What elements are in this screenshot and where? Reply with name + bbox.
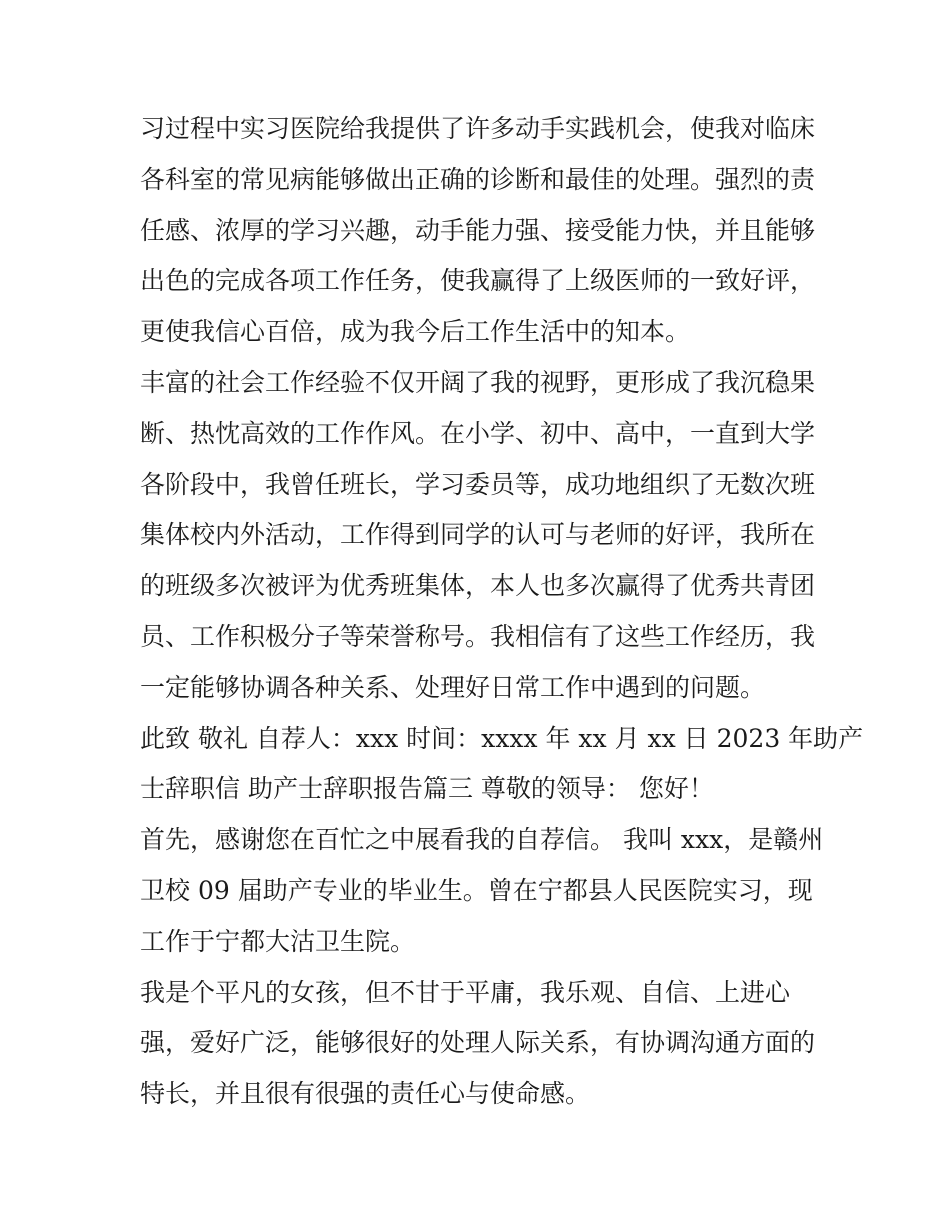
paragraph-introduction	[140, 815, 824, 967]
text-line: 更使我信心百倍，成为我今后工作生活中的知本。	[140, 317, 691, 347]
text-line: 各阶段中，我曾任班长，学习委员等，成功地组织了无数次班	[140, 469, 816, 499]
text-line: 出色的完成各项工作任务，使我赢得了上级医师的一致好评，	[140, 266, 816, 296]
text-line: 特长，并且很有很强的责任心与使命感。	[140, 1079, 591, 1109]
text-line: 丰富的社会工作经验不仅开阔了我的视野，更形成了我沉稳果	[140, 367, 816, 397]
paragraph-personality	[140, 968, 820, 1120]
text-line: 的班级多次被评为优秀班集体，本人也多次赢得了优秀共青团	[140, 571, 816, 601]
paragraph-closing-and-header	[140, 714, 864, 816]
text-line: 卫校 09 届助产专业的毕业生。曾在宁都县人民医院实习，现	[140, 875, 813, 905]
text-line: 习过程中实习医院给我提供了许多动手实践机会，使我对临床	[140, 114, 816, 143]
text-line: 士辞职信 助产士辞职报告篇三 尊敬的领导： 您好！	[140, 774, 714, 804]
text-line: 工作于宁都大沽卫生院。	[140, 926, 416, 956]
text-line: 我是个平凡的女孩，但不甘于平庸，我乐观、自信、上进心	[140, 977, 791, 1007]
document-body	[140, 104, 864, 1120]
text-line: 此致 敬礼 自荐人：xxx 时间：xxxx 年 xx 月 xx 日 2023 年助产	[140, 723, 864, 753]
text-line: 断、热忱高效的工作作风。在小学、初中、高中，一直到大学	[140, 418, 816, 448]
text-line: 员、工作积极分子等荣誉称号。我相信有了这些工作经历，我	[140, 621, 816, 651]
text-line: 首先，感谢您在百忙之中展看我的自荐信。 我叫 xxx，是赣州	[140, 825, 824, 855]
paragraph-internship	[140, 104, 820, 358]
text-line: 各科室的常见病能够做出正确的诊断和最佳的处理。强烈的责	[140, 164, 816, 194]
text-line: 一定能够协调各种关系、处理好日常工作中遇到的问题。	[140, 672, 766, 702]
paragraph-social-experience	[140, 358, 820, 714]
text-line: 集体校内外活动，工作得到同学的认可与老师的好评，我所在	[140, 520, 816, 550]
text-line: 任感、浓厚的学习兴趣，动手能力强、接受能力快，并且能够	[140, 215, 816, 245]
text-line: 强，爱好广泛，能够很好的处理人际关系，有协调沟通方面的	[140, 1028, 816, 1058]
